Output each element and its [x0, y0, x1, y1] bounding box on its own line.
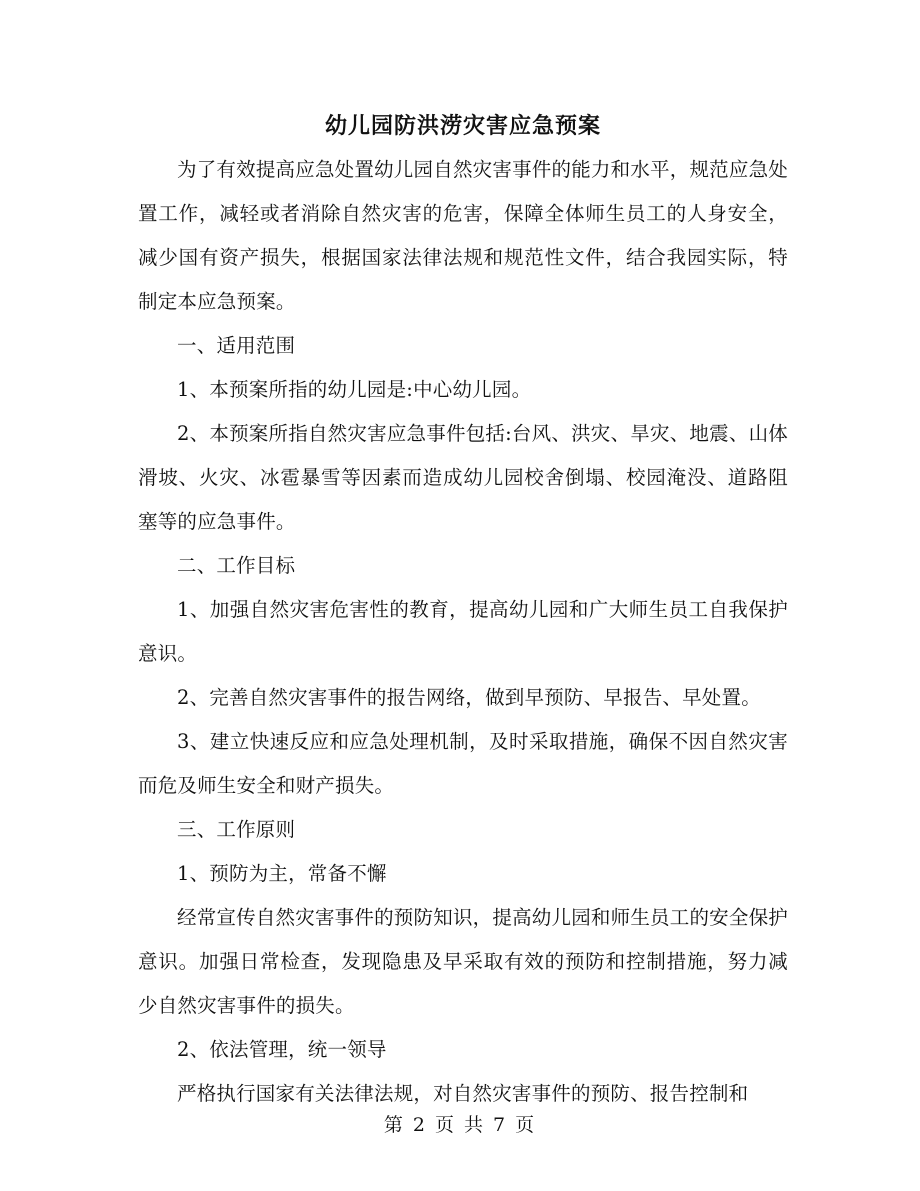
- principle-1-heading: 1、预防为主，常备不懈: [177, 862, 387, 885]
- section-heading-scope: 一、适用范围: [177, 334, 296, 357]
- section-heading-goals: 二、工作目标: [177, 554, 296, 577]
- goal-item-1: 1、加强自然灾害危害性的教育，提高幼儿园和广大师生员工自我保护意识。: [138, 598, 788, 665]
- scope-item-2: 2、本预案所指自然灾害应急事件包括:台风、洪灾、旱灾、地震、山体滑坡、火灾、冰雹暴雪等因素而造成幼儿园校舍倒塌、校园淹没、道路阻塞等的应急事件。: [138, 422, 788, 533]
- intro-paragraph: 为了有效提高应急处置幼儿园自然灾害事件的能力和水平，规范应急处置工作，减轻或者消除自然灾害的危害，保障全体师生员工的人身安全，减少国有资产损失，根据国家法律法规和规范性文件，结合我园实际，特制定本应急预案。: [138, 158, 788, 313]
- principle-2-text: 严格执行国家有关法律法规，对自然灾害事件的预防、报告控制和: [177, 1082, 749, 1105]
- section-heading-principles: 三、工作原则: [177, 818, 296, 841]
- document-body: [138, 104, 788, 1116]
- page-number-footer: 第 2 页 共 7 页: [383, 1114, 537, 1136]
- principle-1-text: 经常宣传自然灾害事件的预防知识，提高幼儿园和师生员工的安全保护意识。加强日常检查，发现隐患及早采取有效的预防和控制措施，努力减少自然灾害事件的损失。: [138, 906, 788, 1017]
- scope-item-1: 1、本预案所指的幼儿园是:中心幼儿园。: [177, 378, 532, 401]
- goal-item-2: 2、完善自然灾害事件的报告网络，做到早预防、早报告、早处置。: [177, 686, 761, 709]
- goal-item-3: 3、建立快速反应和应急处理机制，及时采取措施，确保不因自然灾害而危及师生安全和财产损失。: [138, 730, 788, 797]
- document-title: 幼儿园防洪涝灾害应急预案: [324, 113, 601, 139]
- principle-2-heading: 2、依法管理，统一领导: [177, 1038, 387, 1061]
